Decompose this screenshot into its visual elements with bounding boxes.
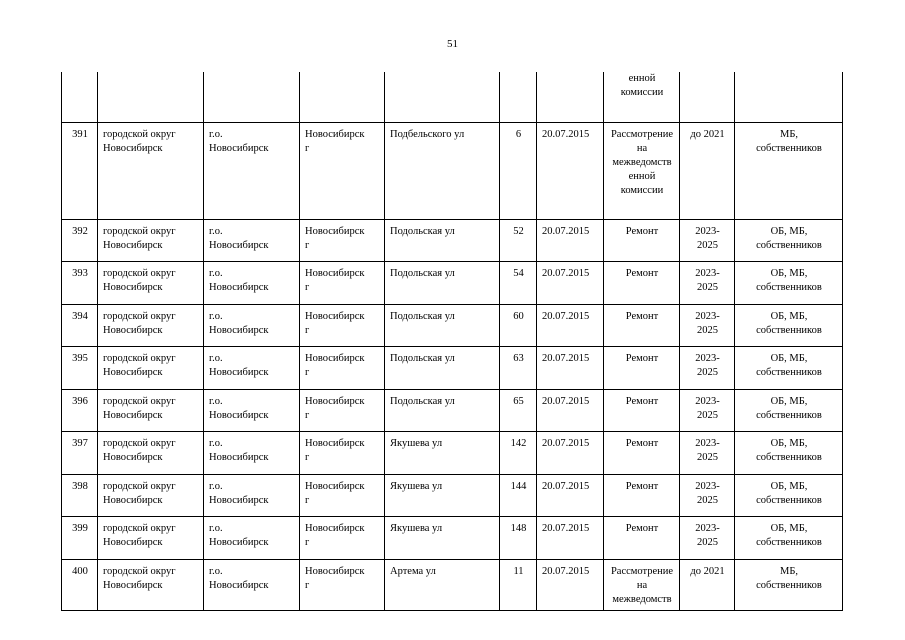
cell-house: 63 [500,346,537,389]
settlement-line: г.о. [209,267,223,279]
cell-settlement [204,72,300,122]
locality-line: Новосибирск [305,352,365,364]
cell-locality [300,516,385,559]
cell-date: 20.07.2015 [537,304,604,346]
table-row [62,559,843,610]
settlement-line: Новосибирск [209,494,269,506]
cell-settlement [204,474,300,516]
cell-locality [300,304,385,346]
cell-settlement [204,261,300,304]
cell-street: Якушева ул [385,431,500,474]
cell-locality [300,431,385,474]
cell-period [680,346,735,389]
table-row [62,431,843,474]
locality-line: г [305,281,310,293]
cell-date: 20.07.2015 [537,389,604,431]
settlement-line: Новосибирск [209,579,269,591]
cell-date [537,72,604,122]
municipality-line: городской округ [103,437,176,449]
cell-work-type [604,219,680,261]
funding-line: ОБ, МБ, [770,522,808,534]
period-line: 2023- [695,352,720,364]
cell-street: Якушева ул [385,516,500,559]
cell-num [62,72,98,122]
funding-line: собственников [756,142,822,154]
funding-line: собственников [756,451,822,463]
cell-municipality [98,122,204,219]
cell-work-type [604,346,680,389]
locality-line: Новосибирск [305,437,365,449]
locality-line: Новосибирск [305,565,365,577]
municipality-line: Новосибирск [103,536,163,548]
cell-municipality [98,72,204,122]
table-row [62,516,843,559]
cell-funding [735,474,843,516]
municipality-line: Новосибирск [103,239,163,251]
cell-house: 142 [500,431,537,474]
work-type-line: Ремонт [625,310,659,322]
period-line: 2025 [697,451,718,463]
municipality-line: городской округ [103,310,176,322]
cell-locality [300,261,385,304]
cell-funding [735,304,843,346]
work-line: комиссии [620,87,664,98]
table-body [62,72,843,610]
cell-date: 20.07.2015 [537,474,604,516]
cell-period [680,474,735,516]
municipality-line: Новосибирск [103,366,163,378]
work-type-line: комиссии [620,184,664,196]
cell-work-type [604,559,680,610]
cell-municipality [98,219,204,261]
period-line: 2023- [695,267,720,279]
period-line: 2023- [695,395,720,407]
cell-house: 60 [500,304,537,346]
cell-locality [300,559,385,610]
settlement-line: Новосибирск [209,142,269,154]
cell-municipality [98,346,204,389]
cell-num: 392 [62,219,98,261]
cell-funding [735,261,843,304]
municipality-line: Новосибирск [103,579,163,591]
cell-locality [300,389,385,431]
cell-period [680,304,735,346]
cell-house: 11 [500,559,537,610]
work-type-line: межведомств [612,593,672,605]
funding-line: собственников [756,324,822,336]
funding-line: ОБ, МБ, [770,352,808,364]
locality-line: г [305,142,310,154]
work-type-line: Ремонт [625,522,659,534]
funding-line: МБ, [780,565,798,577]
cell-period [680,219,735,261]
funding-line: ОБ, МБ, [770,437,808,449]
work-type-line: Ремонт [625,480,659,492]
cell-date: 20.07.2015 [537,559,604,610]
cell-funding [735,431,843,474]
period-line: 2025 [697,409,718,421]
table-row [62,389,843,431]
period-line: 2025 [697,536,718,548]
funding-line: ОБ, МБ, [770,310,808,322]
cell-settlement [204,389,300,431]
cell-house: 54 [500,261,537,304]
cell-municipality [98,389,204,431]
settlement-line: Новосибирск [209,451,269,463]
funding-line: собственников [756,536,822,548]
settlement-line: Новосибирск [209,324,269,336]
cell-street: Подольская ул [385,304,500,346]
cell-municipality [98,559,204,610]
cell-work-type [604,389,680,431]
cell-house: 65 [500,389,537,431]
municipality-line: городской округ [103,395,176,407]
funding-line: собственников [756,579,822,591]
municipality-line: городской округ [103,267,176,279]
funding-line: ОБ, МБ, [770,395,808,407]
table-row [62,122,843,219]
cell-locality [300,72,385,122]
period-line: 2025 [697,366,718,378]
cell-work-type [604,304,680,346]
locality-line: г [305,324,310,336]
settlement-line: г.о. [209,480,223,492]
cell-funding [735,389,843,431]
table-row [62,346,843,389]
settlement-line: г.о. [209,225,223,237]
funding-line: собственников [756,409,822,421]
cell-date: 20.07.2015 [537,122,604,219]
cell-period [680,261,735,304]
settlement-line: г.о. [209,352,223,364]
cell-settlement [204,516,300,559]
settlement-line: Новосибирск [209,409,269,421]
locality-line: Новосибирск [305,225,365,237]
cell-street: Подольская ул [385,346,500,389]
cell-num: 400 [62,559,98,610]
cell-work-type [604,122,680,219]
work-type-line: Ремонт [625,352,659,364]
continued-row [62,72,843,122]
funding-line: собственников [756,239,822,251]
cell-funding [735,122,843,219]
work-type-line: межведомств [612,156,672,168]
cell-date: 20.07.2015 [537,261,604,304]
settlement-line: г.о. [209,437,223,449]
work-line: енной [628,73,656,84]
work-type-line: Ремонт [625,225,659,237]
cell-funding [735,516,843,559]
cell-period [680,389,735,431]
cell-period [680,122,735,219]
cell-settlement [204,219,300,261]
locality-line: г [305,409,310,421]
locality-line: Новосибирск [305,267,365,279]
period-line: 2023- [695,437,720,449]
locality-line: г [305,366,310,378]
cell-date: 20.07.2015 [537,346,604,389]
settlement-line: г.о. [209,310,223,322]
settlement-line: Новосибирск [209,239,269,251]
cell-num: 391 [62,122,98,219]
cell-street: Якушева ул [385,474,500,516]
settlement-line: г.о. [209,522,223,534]
cell-num: 395 [62,346,98,389]
period-line: 2025 [697,239,718,251]
work-type-line: Ремонт [625,395,659,407]
locality-line: Новосибирск [305,522,365,534]
cell-period [680,431,735,474]
municipality-line: Новосибирск [103,494,163,506]
table-row [62,261,843,304]
period-line: 2023- [695,225,720,237]
cell-street: Подбельского ул [385,122,500,219]
cell-settlement [204,559,300,610]
work-type-line: Рассмотрение [610,128,674,140]
funding-line: ОБ, МБ, [770,480,808,492]
cell-period [680,516,735,559]
cell-locality [300,474,385,516]
cell-work-type [604,261,680,304]
cell-street: Подольская ул [385,389,500,431]
cell-street: Артема ул [385,559,500,610]
settlement-line: г.о. [209,128,223,140]
page-number: 51 [447,38,458,50]
locality-line: г [305,536,310,548]
cell-date: 20.07.2015 [537,219,604,261]
municipality-line: городской округ [103,480,176,492]
housing-registry-table [61,72,843,611]
cell-municipality [98,516,204,559]
locality-line: г [305,451,310,463]
cell-num: 393 [62,261,98,304]
table-row [62,474,843,516]
table-row [62,304,843,346]
funding-line: ОБ, МБ, [770,267,808,279]
cell-num: 398 [62,474,98,516]
cell-work-type [604,516,680,559]
cell-period [680,72,735,122]
settlement-line: Новосибирск [209,366,269,378]
cell-locality [300,122,385,219]
funding-line: собственников [756,494,822,506]
settlement-line: г.о. [209,565,223,577]
cell-num: 394 [62,304,98,346]
locality-line: Новосибирск [305,480,365,492]
cell-num: 396 [62,389,98,431]
period-line: 2023- [695,480,720,492]
municipality-line: Новосибирск [103,409,163,421]
cell-funding [735,72,843,122]
cell-work-type [604,474,680,516]
cell-house: 148 [500,516,537,559]
municipality-line: городской округ [103,225,176,237]
settlement-line: Новосибирск [209,536,269,548]
cell-work-type [604,72,680,122]
municipality-line: городской округ [103,565,176,577]
cell-num: 399 [62,516,98,559]
cell-settlement [204,304,300,346]
cell-municipality [98,304,204,346]
municipality-line: городской округ [103,522,176,534]
work-type-line: Рассмотрение [610,565,674,577]
period-line: 2023- [695,522,720,534]
period-line: до 2021 [690,565,725,577]
cell-street: Подольская ул [385,261,500,304]
table-row [62,219,843,261]
cell-funding [735,559,843,610]
cell-settlement [204,346,300,389]
cell-period [680,559,735,610]
cell-house: 6 [500,122,537,219]
cell-municipality [98,431,204,474]
cell-num: 397 [62,431,98,474]
cell-street: Подольская ул [385,219,500,261]
cell-street [385,72,500,122]
funding-line: собственников [756,366,822,378]
funding-line: ОБ, МБ, [770,225,808,237]
municipality-line: Новосибирск [103,451,163,463]
locality-line: Новосибирск [305,310,365,322]
cell-settlement [204,122,300,219]
work-type-line: Ремонт [625,267,659,279]
period-line: 2025 [697,494,718,506]
cell-work-type [604,431,680,474]
locality-line: Новосибирск [305,128,365,140]
locality-line: Новосибирск [305,395,365,407]
cell-settlement [204,431,300,474]
period-line: 2023- [695,310,720,322]
cell-date: 20.07.2015 [537,516,604,559]
locality-line: г [305,579,310,591]
work-type-line: на [636,142,648,154]
period-line: до 2021 [690,128,725,140]
cell-funding [735,219,843,261]
municipality-line: Новосибирск [103,142,163,154]
work-type-line: на [636,579,648,591]
cell-house: 52 [500,219,537,261]
municipality-line: городской округ [103,352,176,364]
municipality-line: городской округ [103,128,176,140]
locality-line: г [305,494,310,506]
locality-line: г [305,239,310,251]
work-type-line: енной [628,170,656,182]
cell-municipality [98,261,204,304]
cell-municipality [98,474,204,516]
cell-house [500,72,537,122]
municipality-line: Новосибирск [103,324,163,336]
settlement-line: Новосибирск [209,281,269,293]
work-type-line: Ремонт [625,437,659,449]
cell-date: 20.07.2015 [537,431,604,474]
period-line: 2025 [697,281,718,293]
municipality-line: Новосибирск [103,281,163,293]
settlement-line: г.о. [209,395,223,407]
funding-line: собственников [756,281,822,293]
cell-funding [735,346,843,389]
funding-line: МБ, [780,128,798,140]
period-line: 2025 [697,324,718,336]
cell-locality [300,346,385,389]
cell-locality [300,219,385,261]
cell-house: 144 [500,474,537,516]
